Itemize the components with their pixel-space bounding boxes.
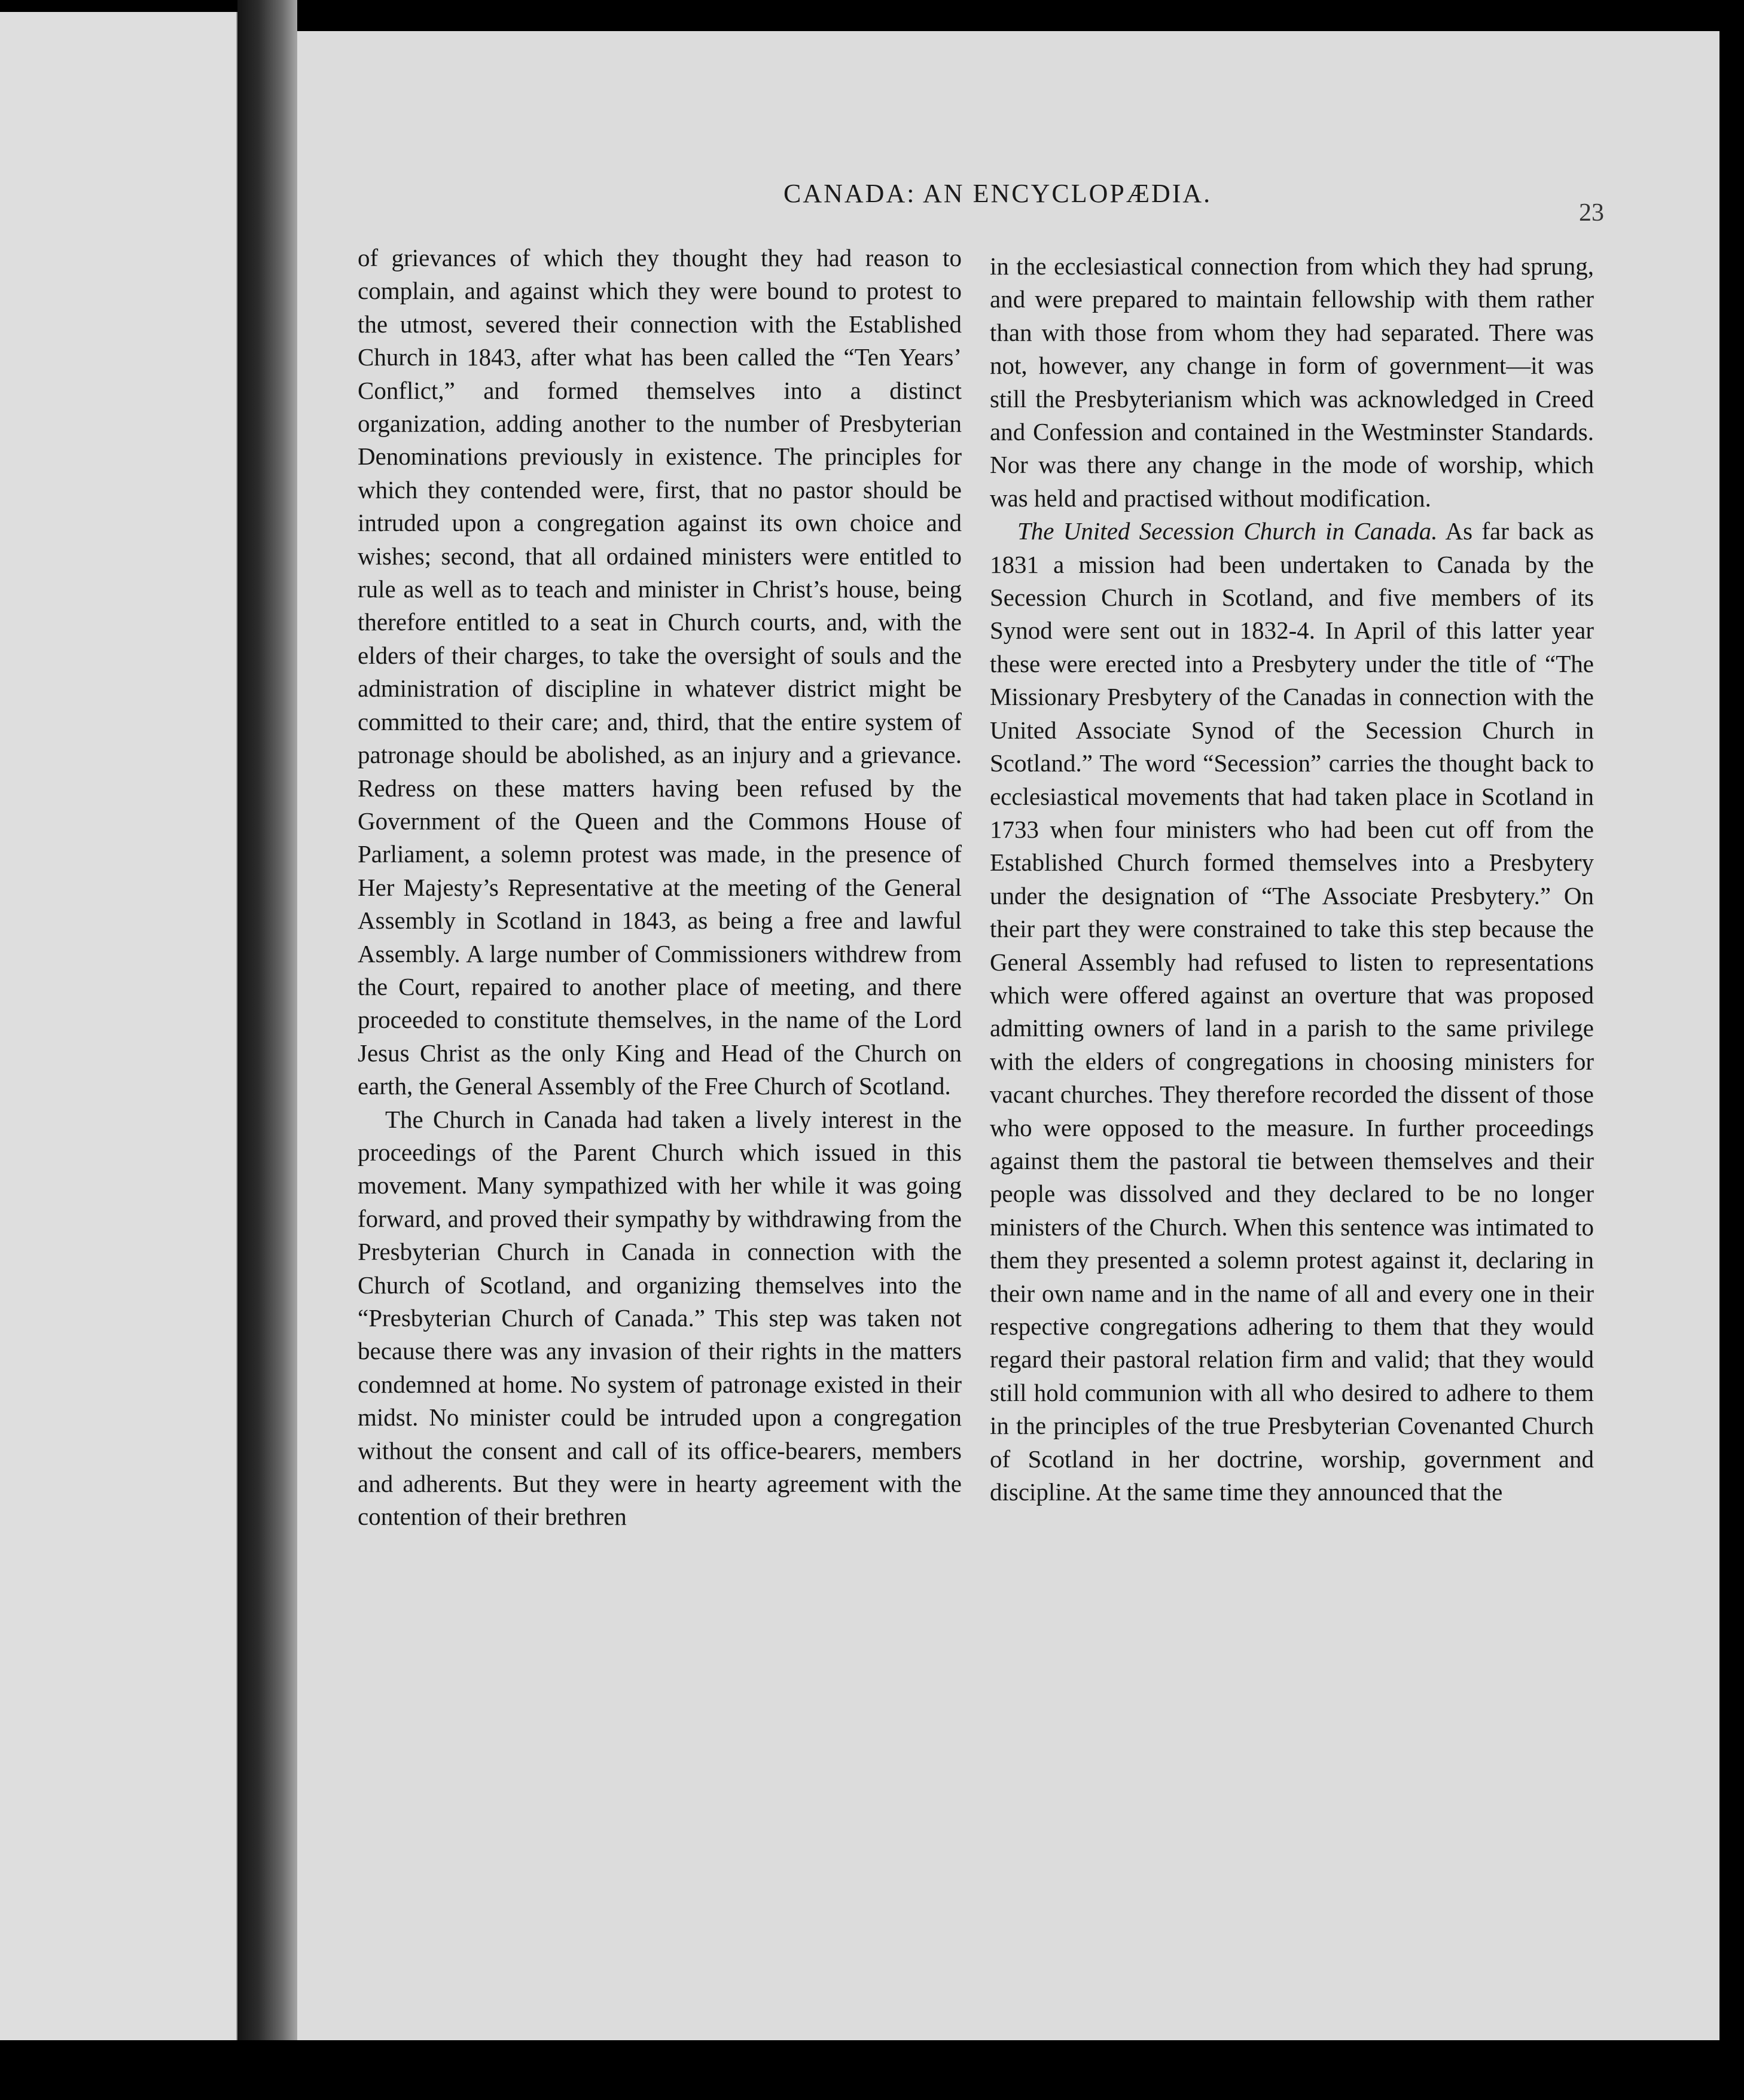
page-number: 23 [1579,199,1604,227]
paragraph: in the ecclesiastical connection from which they had sprung, and were prepared to maintain fellowship with them rather than with those from whom they had separated. There was not, however, any change in form of government—it was still the Presbyterianism which was acknowledged in Creed and Confession and contained in the Westminster Standards. Nor was there any change in the mode of worship, which was held and practised without modification. [990,252,1594,512]
bottom-border [0,2040,1744,2100]
left-page [0,12,237,2040]
text-column-left [358,242,962,1534]
text-column-right [990,250,1594,1509]
paragraph: The Church in Canada had taken a lively interest in the proceedings of the Parent Church which issued in this movement. Many sympathized with her while it was going forward, and proved their sympathy by withdrawing from the Presbyterian Church in Canada in connection with the Church of Scotland, and organizing themselves into the “Presbyterian Church of Canada.” This step was taken not because there was any invasion of their rights in the matters condemned at home. No system of patronage existed in their midst. No minister could be intruded upon a congregation without the consent and call of its office-bearers, members and adherents. But they were in hearty agreement with the contention of their brethren [358,1105,962,1531]
book-gutter-shadow [237,0,297,2100]
paragraph: of grievances of which they thought they had reason to complain, and against which they were bound to protest to the utmost, severed their connection with the Established Church in 1843, after what has been called the “Ten Years’ Conflict,” and formed themselves into a distinct organization, adding another to the number of Presbyterian Denominations previously in existence. The principles for which they contended were, first, that no pastor should be intruded upon a congregation against its own choice and wishes; second, that all ordained ministers were entitled to rule as well as to teach and minister in Christ’s house, being therefore entitled to a seat in Church courts, and, with the elders of their charges, to take the oversight of souls and the administration of discipline in whatever district might be committed to their care; and, third, that the entire system of patronage should be abolished, as an injury and a grievance. Redress on these matters having been refused by the Government of the Queen and the Commons House of Parliament, a solemn protest was made, in the presence of Her Majesty’s Representative at the meeting of the General Assembly in Scotland in 1843, as being a free and lawful Assembly. A large number of Commissioners withdrew from the Court, repaired to another place of meeting, and there proceeded to constitute themselves, in the name of the Lord Jesus Christ as the only King and Head of the Church on earth, the General Assembly of the Free Church of Scotland. [358,244,962,1100]
section-heading: The United Secession Church in Canada. [1017,517,1438,545]
running-header-title: CANADA: AN ENCYCLOPÆDIA. [783,179,1212,208]
paragraph-with-heading [990,515,1594,1509]
paragraph-body: As far back as 1831 a mission had been undertaken to Canada by the Secession Church in Scotland, and five members of its Synod were sent out in 1832-4. In April of this latter year these were erected into a Presbytery under the title of “The Missionary Presbytery of the Canadas in connection with the United Associate Synod of the Secession Church in Scotland.” The word “Secession” carries the thought back to ecclesiastical movements that had taken place in Scotland in 1733 when four ministers who had been cut off from the Established Church formed themselves into a Presbytery under the designation of “The Associate Presbytery.” On their part they were constrained to take this step because the General Assembly had refused to listen to representations which were offered against an overture that was proposed admitting owners of land in a parish to the same privilege with the elders of congregations in choosing ministers for vacant churches. They therefore recorded the dissent of those who were opposed to the measure. In further proceedings against them the pastoral tie between themselves and their people was dissolved and they declared to be no longer ministers of the Church. When this sentence was intimated to them they presented a solemn protest against it, declaring in their own name and in the name of all and every one in their respective congregations adhering to them that they would regard their pastoral relation firm and valid; that they would still hold communion with all who desired to adhere to them in the principles of the true Presbyterian Covenanted Church of Scotland in her doctrine, worship, government and discipline. At the same time they announced that the [990,517,1594,1506]
right-page-edge [1719,0,1744,2100]
